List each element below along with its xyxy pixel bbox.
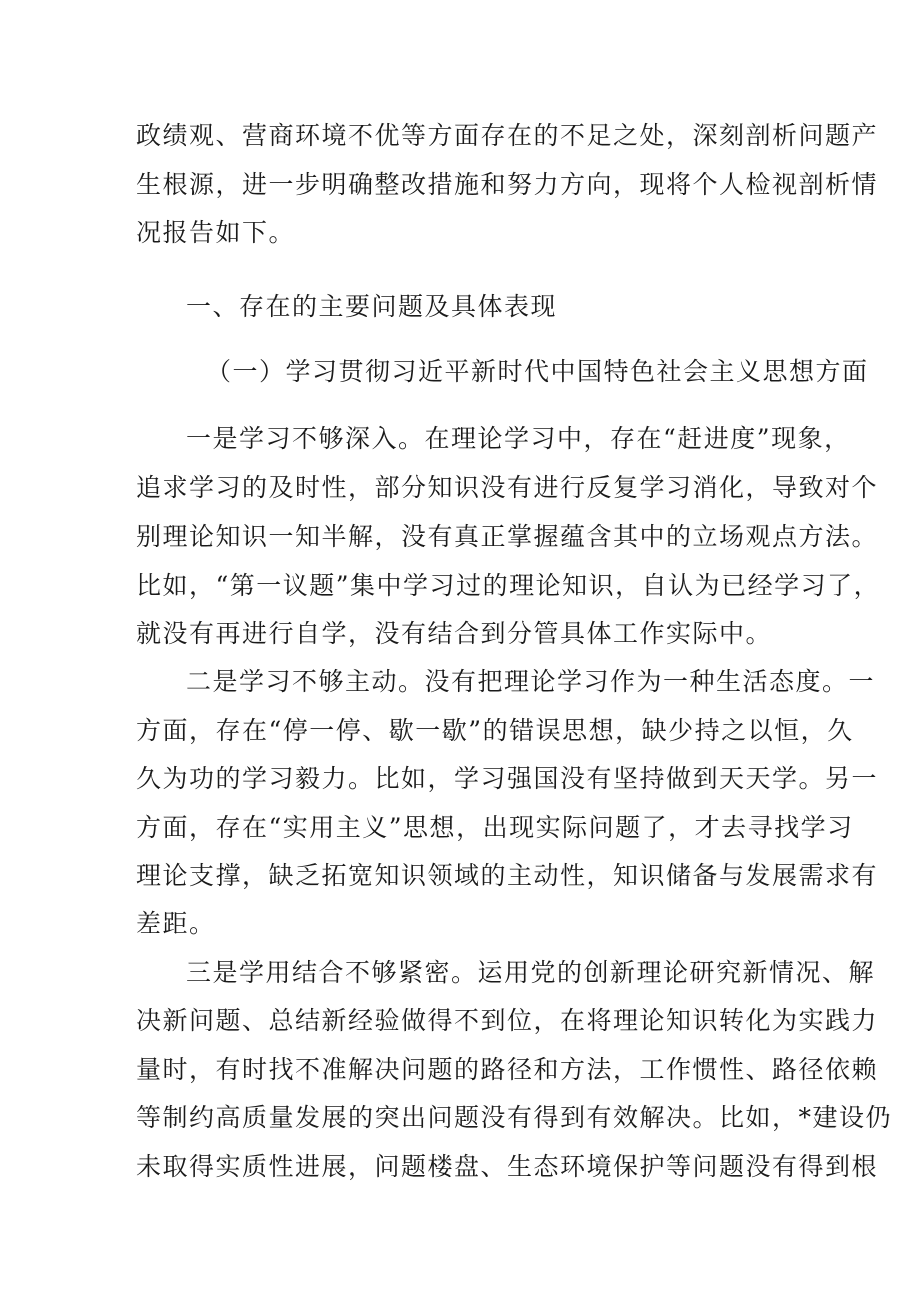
paragraph-line: 理论支撑，缺乏拓宽知识领域的主动性，知识储备与发展需求有 <box>136 861 879 890</box>
subsection-heading: （一）学习贯彻习近平新时代中国特色社会主义思想方面 <box>206 357 869 386</box>
paragraph-line: 追求学习的及时性，部分知识没有进行反复学习消化，导致对个 <box>136 473 879 502</box>
paragraph-line: 政绩观、营商环境不优等方面存在的不足之处，深刻剖析问题产 <box>136 121 879 150</box>
paragraph-line: 差距。 <box>136 909 216 938</box>
paragraph-line: 未取得实质性进展，问题楼盘、生态环境保护等问题没有得到根 <box>136 1152 879 1181</box>
paragraph-line: 量时，有时找不准解决问题的路径和方法，工作惯性、路径依赖 <box>136 1055 879 1084</box>
paragraph-line: 久为功的学习毅力。比如，学习强国没有坚持做到天天学。另一 <box>136 764 879 793</box>
paragraph-line: 况报告如下。 <box>136 218 296 247</box>
paragraph-line: 就没有再进行自学，没有结合到分管具体工作实际中。 <box>136 619 773 648</box>
paragraph-line: 等制约高质量发展的突出问题没有得到有效解决。比如，*建设仍 <box>136 1103 893 1132</box>
paragraph-line: 方面，存在“停一停、歇一歇”的错误思想，缺少持之以恒，久 <box>136 716 854 745</box>
paragraph-line: 别理论知识一知半解，没有真正掌握蕴含其中的立场观点方法。 <box>136 522 879 551</box>
paragraph-line: 比如，“第一议题”集中学习过的理论知识，自认为已经学习了， <box>136 571 881 600</box>
paragraph-line: 生根源，进一步明确整改措施和努力方向，现将个人检视剖析情 <box>136 170 879 199</box>
paragraph-line: 一是学习不够深入。在理论学习中，存在“赶进度”现象， <box>186 424 851 453</box>
paragraph-line: 方面，存在“实用主义”思想，出现实际问题了，才去寻找学习 <box>136 813 854 842</box>
section-heading: 一、存在的主要问题及具体表现 <box>186 292 558 321</box>
paragraph-line: 三是学用结合不够紧密。运用党的创新理论研究新情况、解 <box>186 958 876 987</box>
paragraph-line: 二是学习不够主动。没有把理论学习作为一种生活态度。一 <box>186 667 876 696</box>
paragraph-line: 决新问题、总结新经验做得不到位，在将理论知识转化为实践力 <box>136 1006 879 1035</box>
